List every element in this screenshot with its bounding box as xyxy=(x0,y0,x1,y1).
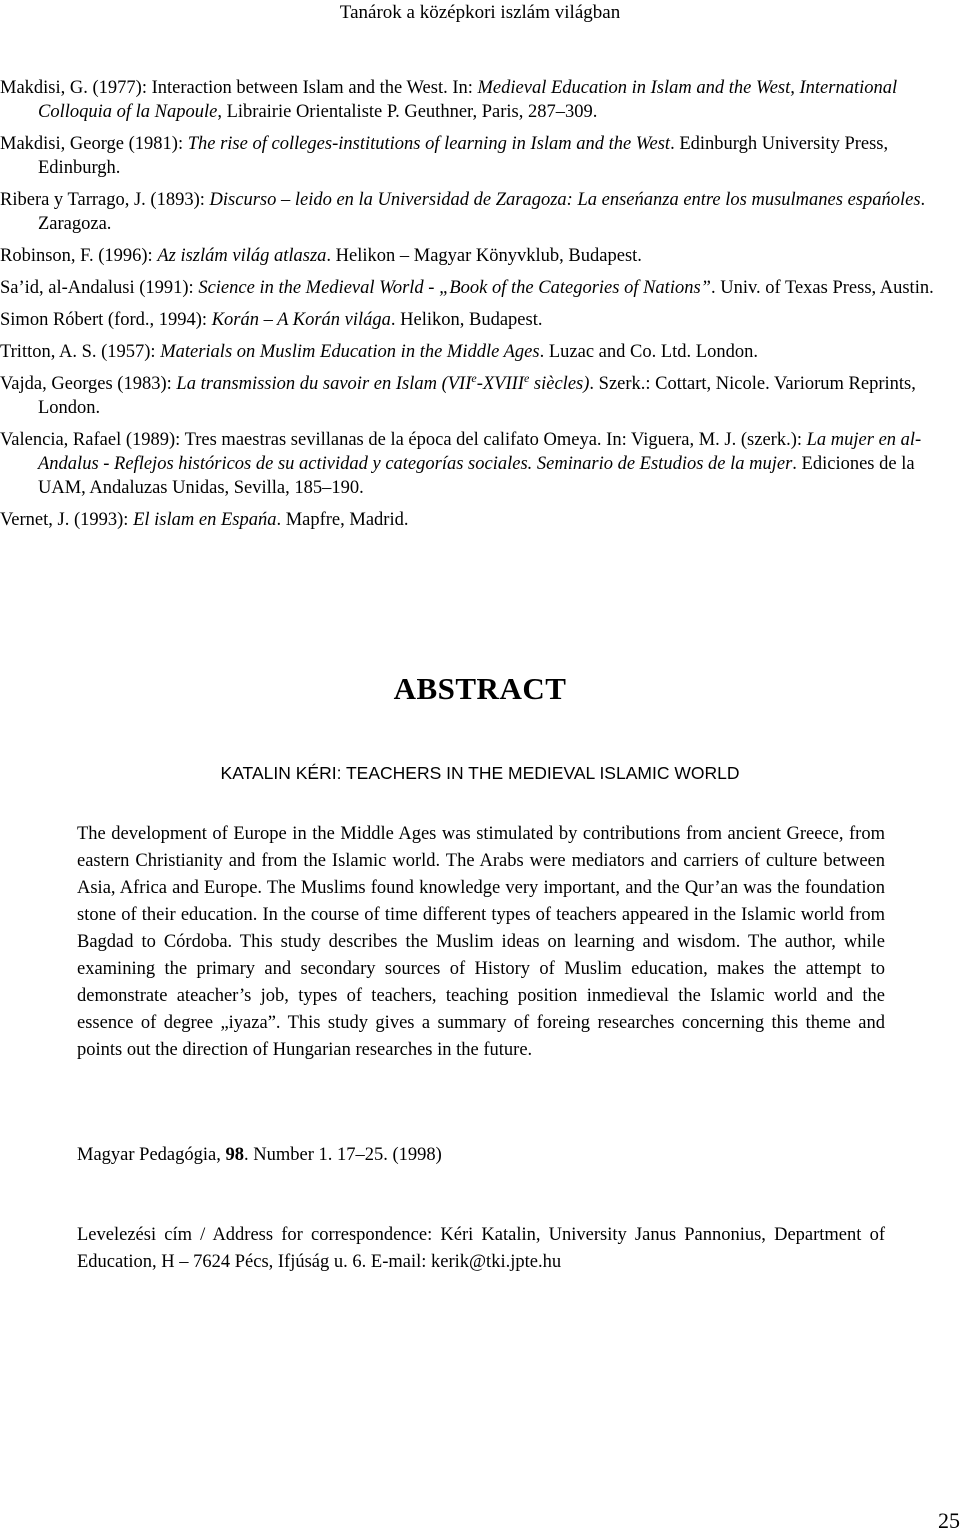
reference-title: Discurso – leido en la Universidad de Zaragoza: La enseńanza entre los musulmanes espańoles xyxy=(209,190,921,210)
correspondence-address: Levelezési cím / Address for correspondence: Kéri Katalin, University Janus Pannonius, Department of Education, H – 7624 Pécs, Ifjúság u. 6. E-mail: kerik@tki.jpte.hu xyxy=(77,1225,885,1272)
reference-text: . Helikon – Magyar Könyvklub, Budapest. xyxy=(326,246,642,266)
reference-text: . Edinburgh University Press, Edinburgh. xyxy=(38,134,889,178)
reference-title: La transmission du savoir en Islam (VII xyxy=(176,374,472,394)
reference-text: Vernet, J. (1993): xyxy=(0,510,134,530)
reference-entry xyxy=(0,76,960,124)
reference-text: Tritton, A. S. (1957): xyxy=(0,342,161,362)
reference-text: Sa’id, al-Andalusi (1991): xyxy=(0,278,199,298)
reference-title: Science in the Medieval World - „Book of the Categories of Nations” xyxy=(198,278,711,298)
journal-name: Magyar Pedagógia, xyxy=(77,1145,226,1165)
journal-issue-pages: . Number 1. 17–25. (1998) xyxy=(243,1145,442,1165)
journal-volume: 98 xyxy=(225,1145,244,1165)
reference-text: Makdisi, George (1981): xyxy=(0,134,188,154)
reference-text: . Luzac and Co. Ltd. London. xyxy=(539,342,758,362)
reference-title: La mujer en al-Andalus - Reflejos históricos de su actividad y categorías sociales. Seminario de Estudios de la mujer xyxy=(38,430,922,474)
page-number: 25 xyxy=(938,1508,960,1533)
reference-text: . Helikon, Budapest. xyxy=(390,310,543,330)
reference-entry xyxy=(0,372,960,420)
reference-title: El islam en Espańa xyxy=(133,510,277,530)
journal-citation xyxy=(77,1143,885,1167)
reference-text: . Univ. of Texas Press, Austin. xyxy=(710,278,934,298)
reference-superscript: e xyxy=(471,371,477,385)
reference-title: siècles) xyxy=(529,374,590,394)
reference-title: Materials on Muslim Education in the Middle Ages xyxy=(160,342,540,362)
reference-entry xyxy=(0,508,960,532)
reference-text: Vajda, Georges (1983): xyxy=(0,374,177,394)
reference-entry xyxy=(0,308,960,332)
reference-text: Makdisi, G. (1977): Interaction between Islam and the West. In: xyxy=(0,78,478,98)
reference-title: -XVIII xyxy=(476,374,524,394)
reference-text: . Szerk.: Cottart, Nicole. Variorum Reprints, London. xyxy=(38,374,916,418)
reference-entry xyxy=(0,340,960,364)
reference-title: Medieval Education in Islam and the West, International Colloquia of la Napoule xyxy=(38,78,898,122)
reference-title: The rise of colleges-institutions of learning in Islam and the West xyxy=(187,134,671,154)
reference-title: Az iszlám világ atlasza xyxy=(157,246,327,266)
reference-text: Valencia, Rafael (1989): Tres maestras sevillanas de la época del califato Omeya. In: Viguera, M. J. (szerk.): xyxy=(0,430,807,450)
reference-entry xyxy=(0,188,960,236)
reference-entry xyxy=(0,244,960,268)
reference-text: . Ediciones de la UAM, Andaluzas Unidas, Sevilla, 185–190. xyxy=(38,454,915,498)
reference-entry xyxy=(0,428,960,500)
reference-text: Robinson, F. (1996): xyxy=(0,246,158,266)
reference-superscript: e xyxy=(523,371,530,385)
reference-text: , Librairie Orientaliste P. Geuthner, Paris, 287–309. xyxy=(217,102,598,122)
abstract-title: KATALIN KÉRI: TEACHERS IN THE MEDIEVAL ISLAMIC WORLD xyxy=(220,763,740,783)
reference-text: Ribera y Tarrago, J. (1893): xyxy=(0,190,210,210)
reference-text: Simon Róbert (ford., 1994): xyxy=(0,310,212,330)
abstract-heading: ABSTRACT xyxy=(393,671,567,706)
reference-text: . Mapfre, Madrid. xyxy=(276,510,409,530)
reference-title: Korán – A Korán világa xyxy=(211,310,391,330)
abstract-body: The development of Europe in the Middle Ages was stimulated by contributions from ancient Greece, from eastern Christianity and from the Islamic world. The Arabs were mediators and carriers of culture between Asia, Africa and Europe. The Muslims found knowledge very important, and the Qur’an was the foundation stone of their education. In the course of time different types of teachers appeared in the Islamic world from Bagdad to Córdoba. This study describes the Muslim ideas on learning and wisdom. The author, while examining the primary and secondary sources of History of Muslim education, makes the attempt to demonstrate ateacher’s job, types of teachers, teaching position inmedieval the Islamic world and the essence of degree „iyaza”. This study gives a summary of foreing researches concerning this theme and points out the direction of Hungarian researches in the future. xyxy=(77,824,885,1060)
running-head: Tanárok a középkori iszlám világban xyxy=(339,2,621,23)
reference-list xyxy=(0,76,960,540)
reference-text: . Zaragoza. xyxy=(38,190,926,234)
reference-entry xyxy=(0,276,960,300)
reference-entry xyxy=(0,132,960,180)
